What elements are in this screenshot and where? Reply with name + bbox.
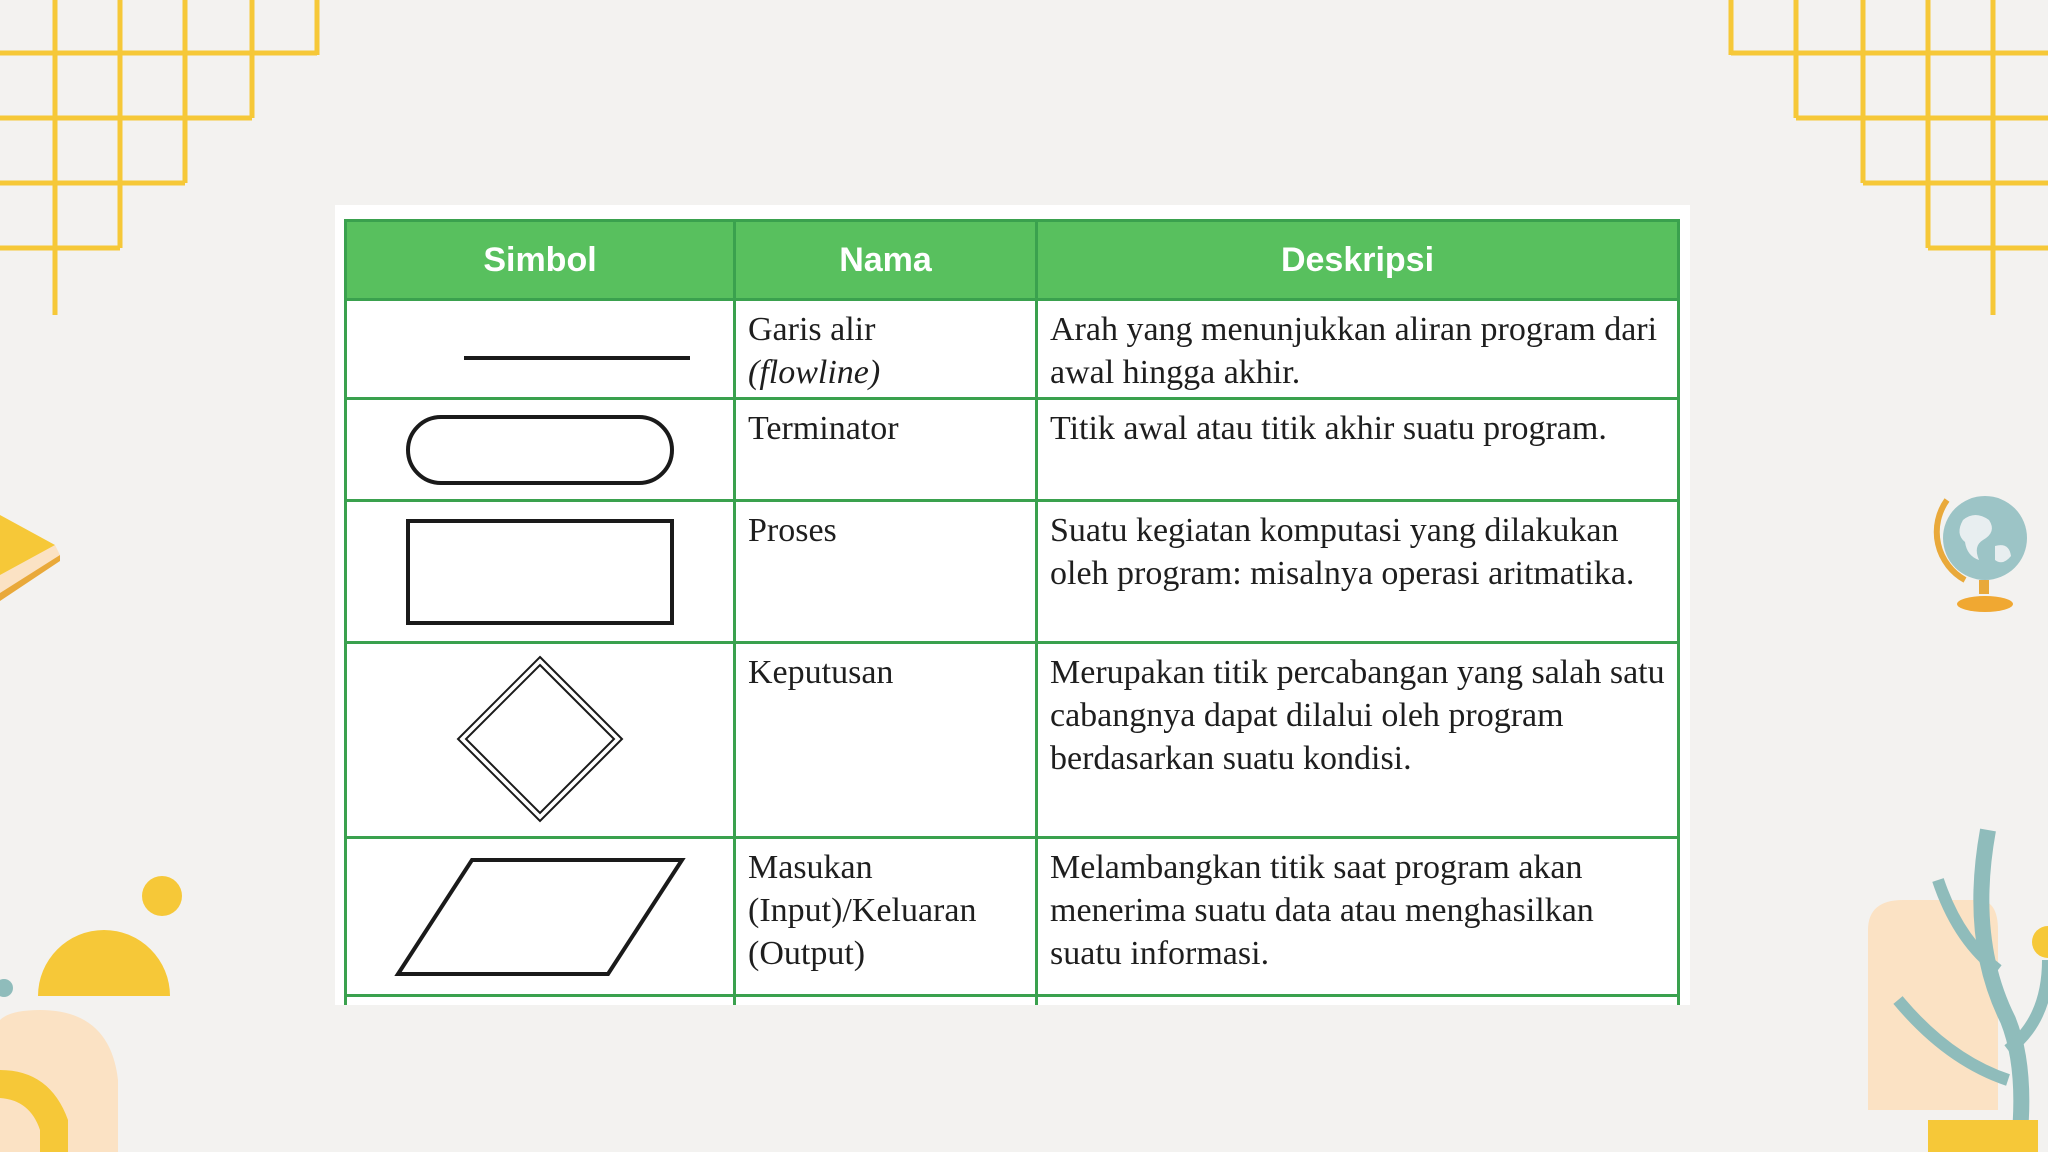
grid-decoration-top-left [0, 0, 330, 320]
flowchart-symbol-panel [335, 205, 1690, 1005]
empty-cell [1037, 996, 1679, 1006]
description-cell: Melambangkan titik saat program akan menerima suatu data atau menghasilkan suatu informasi. [1037, 838, 1679, 996]
table-row [346, 501, 1679, 643]
terminator-rounded-rect-icon [390, 410, 690, 490]
symbol-cell [346, 838, 735, 996]
table-row [346, 399, 1679, 501]
empty-cell [735, 996, 1037, 1006]
description-cell: Suatu kegiatan komputasi yang dilakukan oleh program: misalnya operasi aritmatika. [1037, 501, 1679, 643]
input-output-parallelogram-icon [380, 852, 700, 982]
globe-icon [1925, 480, 2045, 630]
name-italic-text: (flowline) [748, 354, 881, 391]
table-row [346, 300, 1679, 399]
description-cell: Merupakan titik percabangan yang salah satu cabangnya dapat dilalui oleh program berdasarkan suatu kondisi. [1037, 643, 1679, 838]
empty-cell [346, 996, 735, 1006]
symbol-cell [346, 399, 735, 501]
symbol-cell [346, 300, 735, 399]
name-cell: Proses [735, 501, 1037, 643]
table-header-row [346, 221, 1679, 300]
name-text: Masukan [748, 849, 873, 886]
book-icon [0, 505, 70, 605]
name-text-output: (Output) [748, 935, 866, 972]
table-row-partial [346, 996, 1679, 1006]
table-row [346, 838, 1679, 996]
description-cell: Titik awal atau titik akhir suatu program. [1037, 399, 1679, 501]
flowline-arrow-icon [390, 314, 690, 384]
name-text-input-output: (Input)/Keluaran [748, 892, 977, 929]
description-cell: Arah yang menunjukkan aliran program dari awal hingga akhir. [1037, 300, 1679, 399]
name-cell [735, 838, 1037, 996]
decision-diamond-icon [390, 655, 690, 825]
plant-pot-decoration [1858, 820, 2048, 1152]
process-rectangle-icon [390, 517, 690, 627]
header-description: Deskripsi [1037, 221, 1679, 300]
header-symbol: Simbol [346, 221, 735, 300]
symbol-cell [346, 643, 735, 838]
name-cell: Terminator [735, 399, 1037, 501]
flowchart-symbol-table [344, 219, 1680, 1005]
name-cell [735, 300, 1037, 399]
name-text: Garis alir [748, 311, 876, 348]
grid-decoration-top-right [1718, 0, 2048, 320]
table-row [346, 643, 1679, 838]
name-cell: Keputusan [735, 643, 1037, 838]
symbol-cell [346, 501, 735, 643]
header-name: Nama [735, 221, 1037, 300]
decorative-shapes-bottom-left [0, 860, 200, 1152]
